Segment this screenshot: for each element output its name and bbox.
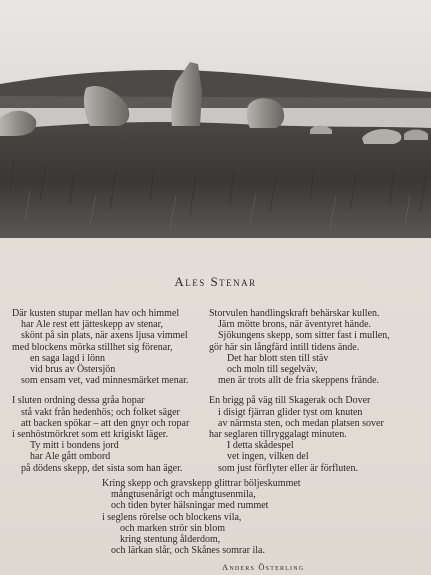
left-column [12,308,189,483]
poem-line: gör här sin långfärd intill tidens ände. [209,341,360,353]
poem-line: Där kusten stupar mellan hav och himmel [12,308,180,319]
poem-line: Det har blott sten till stäv [227,352,329,364]
poem-line: att backen spökar – att den gnyr och ropar [21,417,190,429]
poem-line: som just förflyter eller är förfluten. [218,462,358,474]
poem-line: skönt på sin plats, när axens ljusa vimmel [21,330,188,342]
poem-line: har Ale gått ombord [30,451,111,463]
poem-line: I sluten ordning dessa gråa hopar [12,395,145,407]
poem-line: stå vakt från hedenhös; och folket säger [21,406,180,418]
poem-line: mångtusenårigt och mångtusenmila, [111,489,256,501]
poem-line: har seglaren tillryggalagt minuten. [209,429,347,441]
poem-line: har Ale rest ett jätteskepp av stenar, [21,319,164,331]
bottom-stanza [102,478,301,565]
stanza [12,308,189,386]
poem-line: Järn mötte brons, när äventyret hände. [218,319,372,331]
poem-line: i senhöstmörkret som ett krigiskt läger. [12,429,169,441]
poem-line: Kring skepp och gravskepp glittrar böljeskummet [102,478,301,489]
poem-line: men är trots allt de fria skeppens frände. [218,375,380,387]
author-signature: Anders Österling [222,562,305,572]
stanza [209,308,390,386]
poem-line: i disigt fjärran glider tyst om knuten [218,406,363,418]
poem-line: Storvulen handlingskraft behärskar kullen. [209,308,380,319]
poem-line: och lärkan slår, och Skånes somrar ila. [111,545,265,557]
poem-line: och moln till segelväv, [227,364,318,376]
poem-line: på dödens skepp, det sista som han äger. [21,462,183,474]
poem-line: vid brus av Östersjön [30,364,116,376]
poem-line: och marken strör sin blom [120,522,225,534]
poem-line: en saga lagd i lönn [30,352,105,364]
standing-stones-photo [0,0,431,238]
poem-line: med blockens mörka stillhet sig förenar, [12,341,173,353]
poem-line: Ty mitt i bondens jord [30,440,119,452]
stanza [102,478,301,556]
poem-line: i seglens rörelse och blockens vila, [102,511,242,523]
poem-line: kring stentung ålderdom, [120,534,221,546]
poem-line: av närmsta sten, och medan platsen sover [218,417,384,429]
right-column [209,308,390,483]
poem-line: I detta skådespel [227,440,294,452]
poem-line: Sjökungens skepp, som sitter fast i mullen, [218,330,390,342]
poem-line: och tiden byter hälsningar med rummet [111,500,269,512]
poem-line: En brigg på väg till Skagerak och Dover [209,395,371,407]
poem-line: vet ingen, vilken del [227,451,309,463]
poem-title: Ales Stenar [174,274,257,289]
stanza [209,395,390,473]
stanza [12,395,189,473]
poem-line: som ensam vet, vad minnesmärket menar. [21,375,189,387]
